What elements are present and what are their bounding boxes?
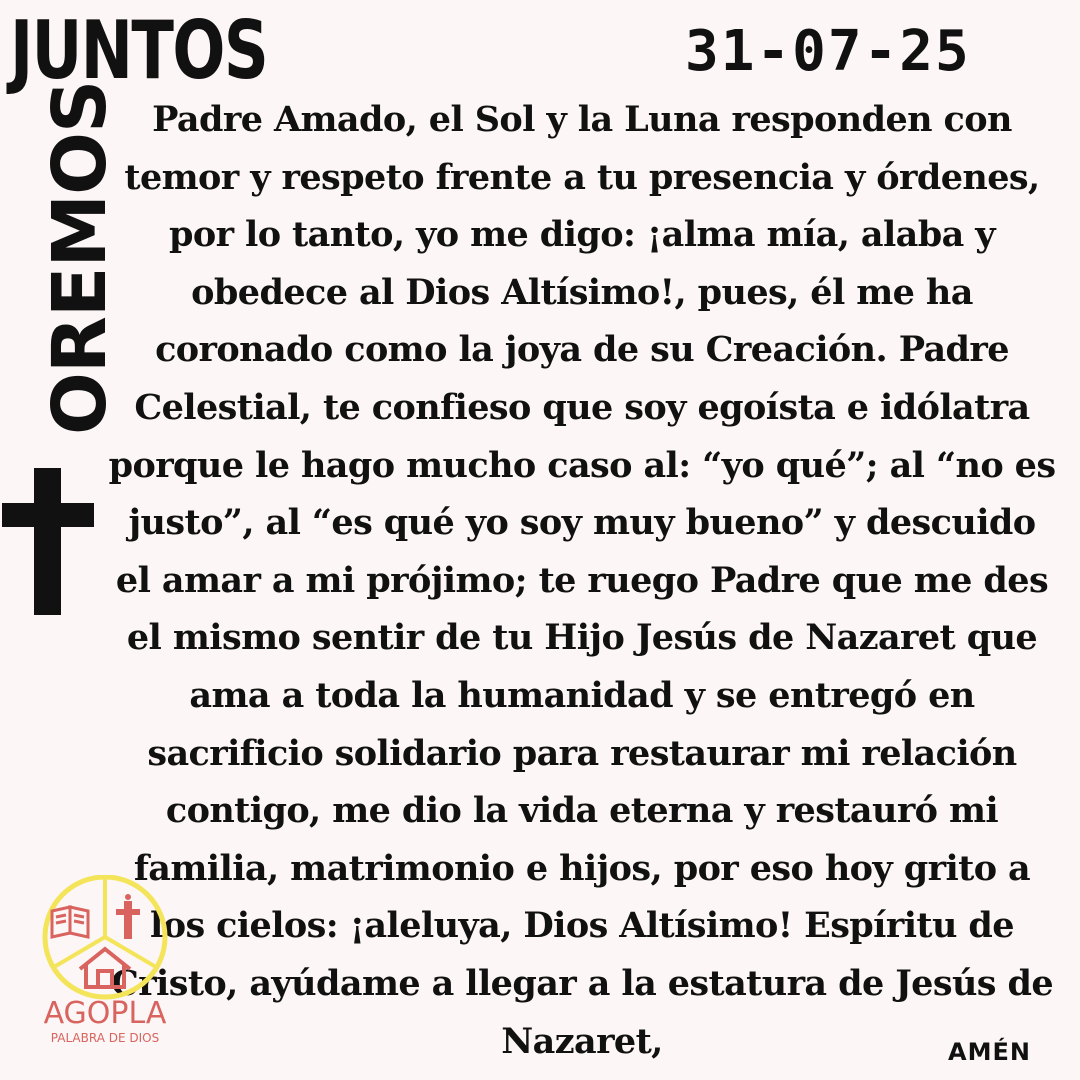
side-label: OREMOS <box>37 80 123 435</box>
date-label: 31-07-25 <box>685 19 971 84</box>
book-icon <box>52 907 88 937</box>
house-icon <box>80 949 130 987</box>
logo-name: AGOPLA <box>43 996 167 1031</box>
page-title: JUNTOS <box>10 4 268 97</box>
amen-label: AMÉN <box>948 1038 1031 1066</box>
prayer-text: Padre Amado, el Sol y la Luna responden con temor y respeto frente a tu presencia y órdenes, por lo tanto, yo me digo: ¡alma mía, alaba y obedece al Dios Altísimo!, pues, él me ha coronado como la joya de su Creación. Padre Celestial, te confieso que soy egoísta e idólatra porque le hago mucho caso al: “yo qué”; al “no es justo”, al “es qué yo soy muy bueno” y descuido el amar a mi prójimo; te ruego Padre que me des el mismo sentir de tu Hijo Jesús de Nazaret que ama a toda la humanidad y se entregó en sacrificio solidario para restaurar mi relación contigo, me dio la vida eterna y restauró mi familia, matrimonio e hijos, por eso hoy grito a los cielos: ¡aleluya, Dios Altísimo! Espíritu de Cristo, ayúdame a llegar a la estatura de Jesús de Nazaret, <box>108 99 1056 1062</box>
logo-subtitle: PALABRA DE DIOS <box>50 1031 160 1045</box>
candle-icon <box>116 894 140 939</box>
logo-emblem-icon <box>30 875 180 1005</box>
logo-text <box>30 998 180 1046</box>
